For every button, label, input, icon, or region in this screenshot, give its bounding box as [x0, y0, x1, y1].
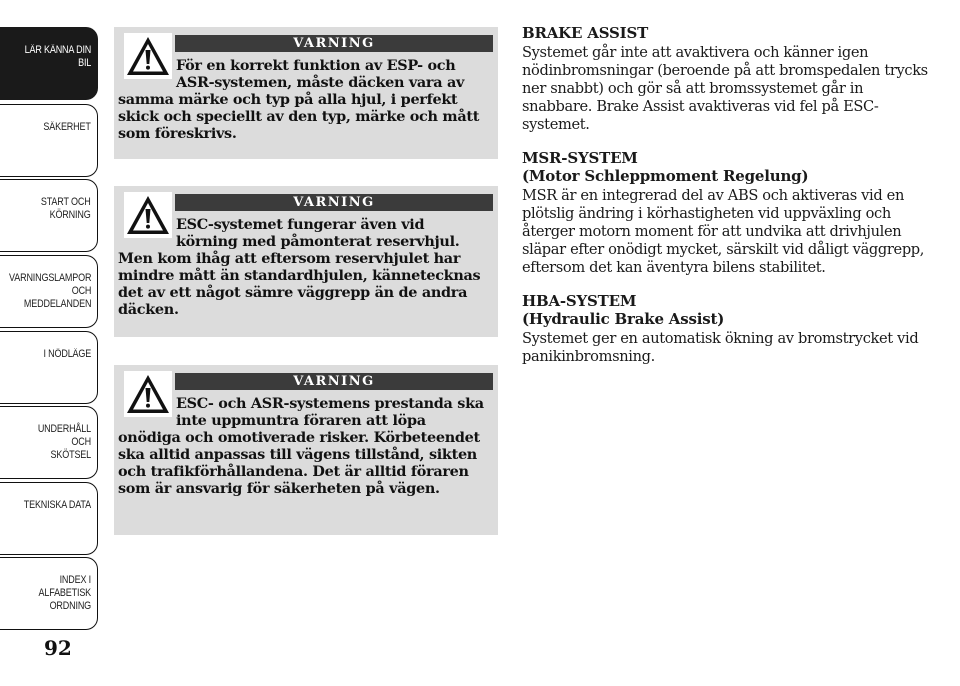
tab-label: INDEX I ALFABETISK ORDNING [38, 574, 91, 612]
tab-start-och-korning[interactable] [0, 179, 98, 252]
warning-header: VARNING [175, 194, 493, 211]
warning-header: VARNING [175, 35, 493, 52]
tab-index[interactable] [0, 557, 98, 630]
warning-box [114, 186, 498, 337]
tab-lar-kanna-din-bil[interactable] [0, 27, 98, 100]
tab-underhall-och-skotsel[interactable] [0, 406, 98, 479]
warning-text: För en korrekt funktion av ESP- och ASR-systemen, måste däcken vara av samma märke och typ på alla hjul, i perfekt skick och speciellt av den typ, märke och mått som föreskrivs. [118, 57, 480, 142]
section-body-hba: Systemet ger en automatisk ökning av bromstrycket vid panikinbromsning. [522, 330, 919, 365]
tab-label: VARNINGSLAMPOR OCH MEDDELANDEN [8, 272, 91, 310]
tab-tekniska-data[interactable] [0, 482, 98, 555]
warning-box [114, 365, 498, 535]
tab-label: LÄR KÄNNA DIN BIL [24, 44, 91, 69]
tab-i-nodlage[interactable] [0, 331, 98, 404]
section-heading-msr: MSR-SYSTEM (Motor Schleppmoment Regelung) [522, 149, 809, 185]
section-body-brake-assist: Systemet går inte att avaktivera och känner igen nödinbromsningar (beroende på att bromspedalen trycks ner snabbt) och gör så att bromssystemet går in snabbare. Brake Assist avaktiveras vid fel på ESC-systemet. [522, 44, 928, 133]
section-heading-brake-assist: BRAKE ASSIST [522, 24, 649, 42]
page-number: 92 [44, 636, 72, 660]
warning-text: ESC-systemet fungerar även vid körning med påmonterat reservhjul. Men kom ihåg att eftersom reservhjulet har mindre mått än standardhjulen, kännetecknas det av ett något sämre väggrepp än de andra däcken. [118, 216, 481, 318]
tab-varningslampor[interactable] [0, 255, 98, 328]
section-body-msr: MSR är en integrerad del av ABS och aktiveras vid en plötslig ändring i körhastigheten vid uppväxling och återger motorn moment för att undvika att drivhjulen släpar efter onödigt mycket, särskilt vid dåligt väggrepp, eftersom det kan äventyra bilens stabilitet. [522, 187, 925, 276]
warning-box [114, 27, 498, 159]
tab-label: START OCH KÖRNING [41, 196, 91, 221]
tab-label: SÄKERHET [43, 121, 91, 133]
tab-sakerhet[interactable] [0, 104, 98, 177]
tab-label: UNDERHÅLL OCH SKÖTSEL [37, 423, 91, 461]
main-content [522, 24, 932, 381]
warning-header: VARNING [175, 373, 493, 390]
tab-label: I NÖDLÄGE [43, 348, 91, 360]
section-heading-hba: HBA-SYSTEM (Hydraulic Brake Assist) [522, 292, 725, 328]
tab-label: TEKNISKA DATA [23, 499, 91, 511]
warning-text: ESC- och ASR-systemens prestanda ska inte uppmuntra föraren att löpa onödiga och omotiverade risker. Körbeteendet ska alltid anpassas till vägens tillstånd, sikten och trafikförhållandena. Det är alltid föraren som är ansvarig för säkerheten på vägen. [118, 395, 484, 497]
